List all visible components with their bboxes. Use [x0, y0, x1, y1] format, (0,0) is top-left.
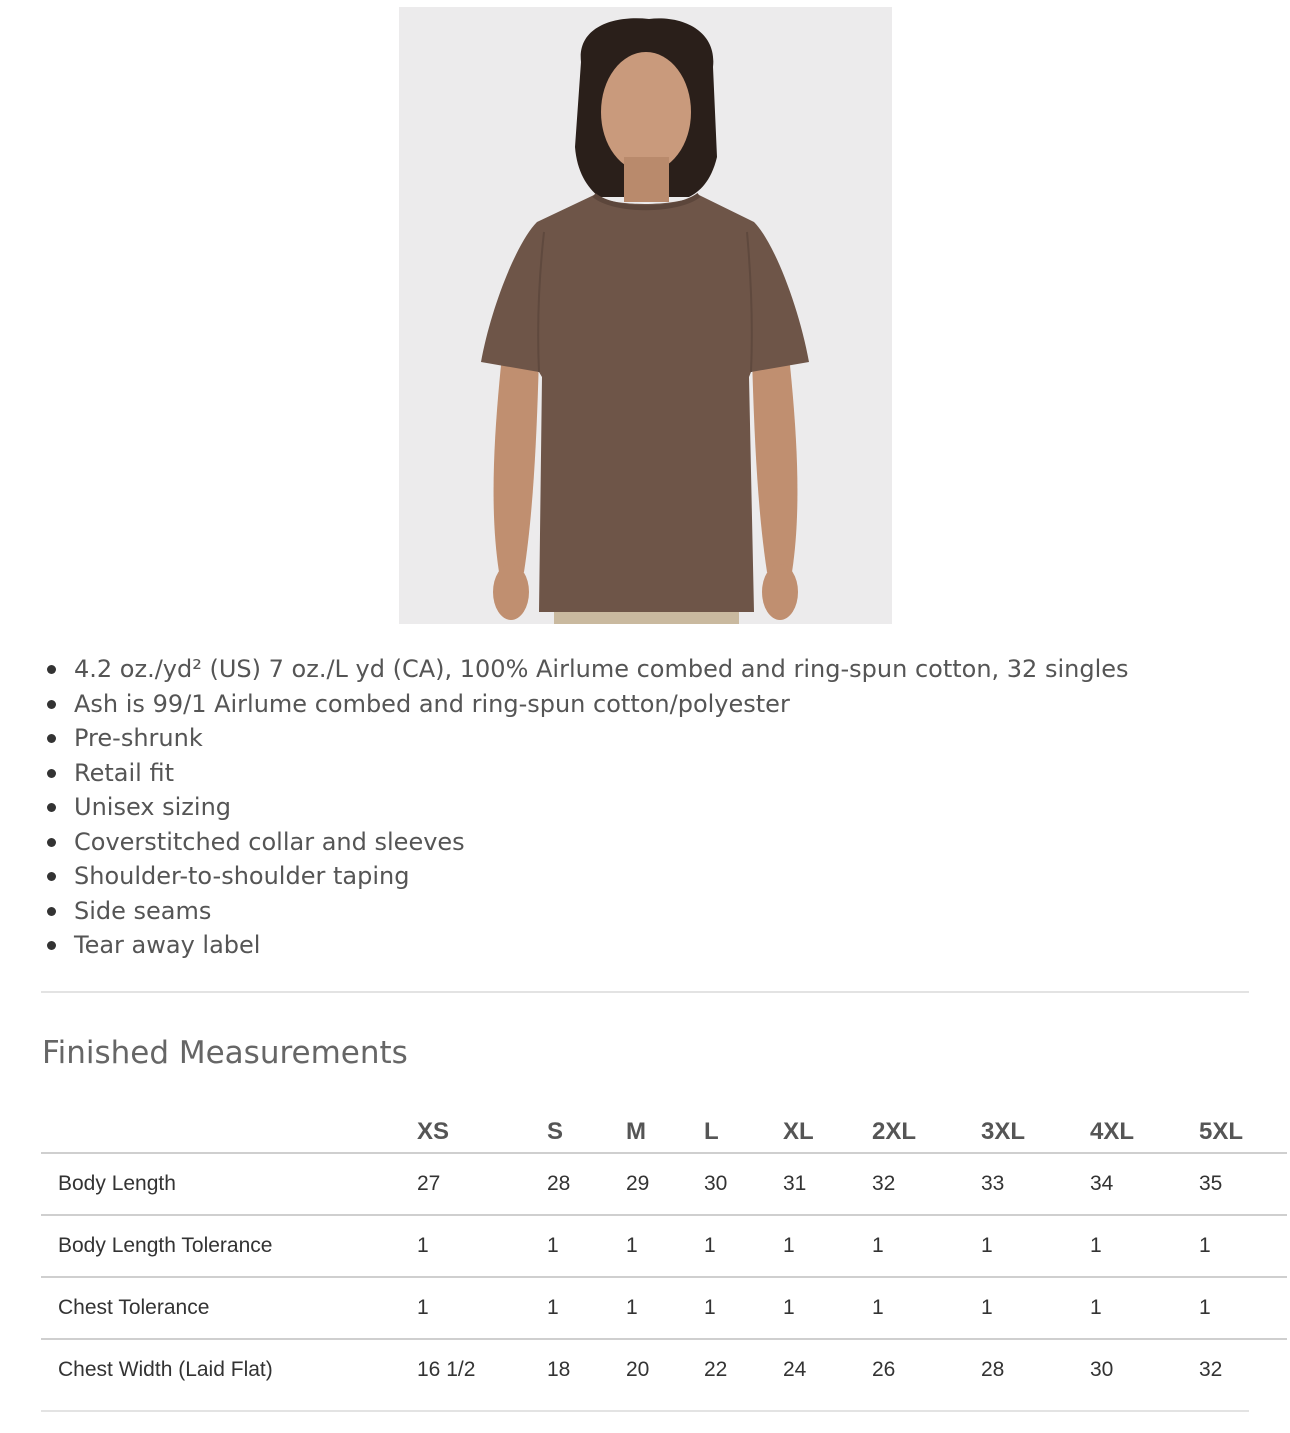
table-cell: 32: [1199, 1358, 1223, 1381]
size-header: L: [704, 1104, 783, 1153]
table-cell: 22: [704, 1358, 728, 1381]
table-header-row: [41, 1104, 1287, 1153]
table-row: [41, 1153, 1287, 1215]
table-cell: 28: [981, 1358, 1005, 1381]
table-cell: 1: [783, 1215, 872, 1277]
table-cell: 1: [1090, 1215, 1199, 1277]
table-cell: 33: [981, 1153, 1090, 1215]
table-cell: 1: [704, 1277, 783, 1339]
table-cell: 1: [783, 1277, 872, 1339]
table-cell: 28: [547, 1153, 626, 1215]
table-cell: 1: [1199, 1215, 1287, 1277]
size-header: 4XL: [1090, 1104, 1199, 1153]
table-cell: 20: [626, 1358, 650, 1381]
size-header: 3XL: [981, 1104, 1090, 1153]
table-row: [41, 1339, 1287, 1400]
table-cell: 1: [981, 1277, 1090, 1339]
table-row: [41, 1215, 1287, 1277]
table-cell: 30: [704, 1153, 783, 1215]
feature-item: Shoulder-to-shoulder taping: [42, 859, 1242, 894]
table-cell: 1: [417, 1277, 547, 1339]
feature-item: Ash is 99/1 Airlume combed and ring-spun cotton/polyester: [42, 687, 1242, 722]
feature-list: [42, 652, 1242, 963]
table-cell: 29: [626, 1153, 704, 1215]
table-cell: 1: [1199, 1277, 1287, 1339]
table-cell: 27: [417, 1153, 547, 1215]
table-cell: 24: [783, 1358, 807, 1381]
measurements-table: [41, 1104, 1287, 1400]
table-cell: 1: [547, 1277, 626, 1339]
table-cell: 16 1/2: [417, 1358, 476, 1381]
size-header: 5XL: [1199, 1104, 1287, 1153]
feature-item: Side seams: [42, 894, 1242, 929]
table-cell: 31: [783, 1153, 872, 1215]
table-cell: 34: [1090, 1153, 1199, 1215]
table-cell: 1: [872, 1215, 981, 1277]
size-header: XS: [417, 1104, 547, 1153]
section-divider: [41, 991, 1249, 993]
feature-item: Tear away label: [42, 928, 1242, 963]
header-empty: [41, 1104, 417, 1153]
table-row: [41, 1277, 1287, 1339]
table-cell: 18: [547, 1358, 571, 1381]
measurements-title: Finished Measurements: [42, 1035, 408, 1071]
size-header: XL: [783, 1104, 872, 1153]
model-tshirt-illustration: [399, 7, 892, 624]
feature-item: Unisex sizing: [42, 790, 1242, 825]
table-cell: 1: [872, 1277, 981, 1339]
table-cell: 1: [547, 1215, 626, 1277]
table-cell: 1: [704, 1215, 783, 1277]
table-cell: 32: [872, 1153, 981, 1215]
feature-item: Retail fit: [42, 756, 1242, 791]
table-cell: 1: [981, 1215, 1090, 1277]
table-cell: 35: [1199, 1153, 1287, 1215]
feature-item: 4.2 oz./yd² (US) 7 oz./L yd (CA), 100% Airlume combed and ring-spun cotton, 32 singles: [42, 652, 1242, 687]
table-cell: 1: [417, 1215, 547, 1277]
size-header: S: [547, 1104, 626, 1153]
size-header: 2XL: [872, 1104, 981, 1153]
section-divider: [41, 1410, 1249, 1412]
table-cell: 1: [626, 1277, 704, 1339]
feature-item: Coverstitched collar and sleeves: [42, 825, 1242, 860]
table-cell: 1: [1090, 1277, 1199, 1339]
table-cell: 30: [1090, 1358, 1114, 1381]
row-label: Body Length: [41, 1153, 417, 1215]
table-cell: 1: [626, 1215, 704, 1277]
feature-item: Pre-shrunk: [42, 721, 1242, 756]
row-label: Chest Width (Laid Flat): [58, 1358, 273, 1381]
row-label: Chest Tolerance: [41, 1277, 417, 1339]
size-header: M: [626, 1104, 704, 1153]
table-cell: 26: [872, 1358, 896, 1381]
product-photo: [399, 7, 892, 624]
row-label: Body Length Tolerance: [41, 1215, 417, 1277]
